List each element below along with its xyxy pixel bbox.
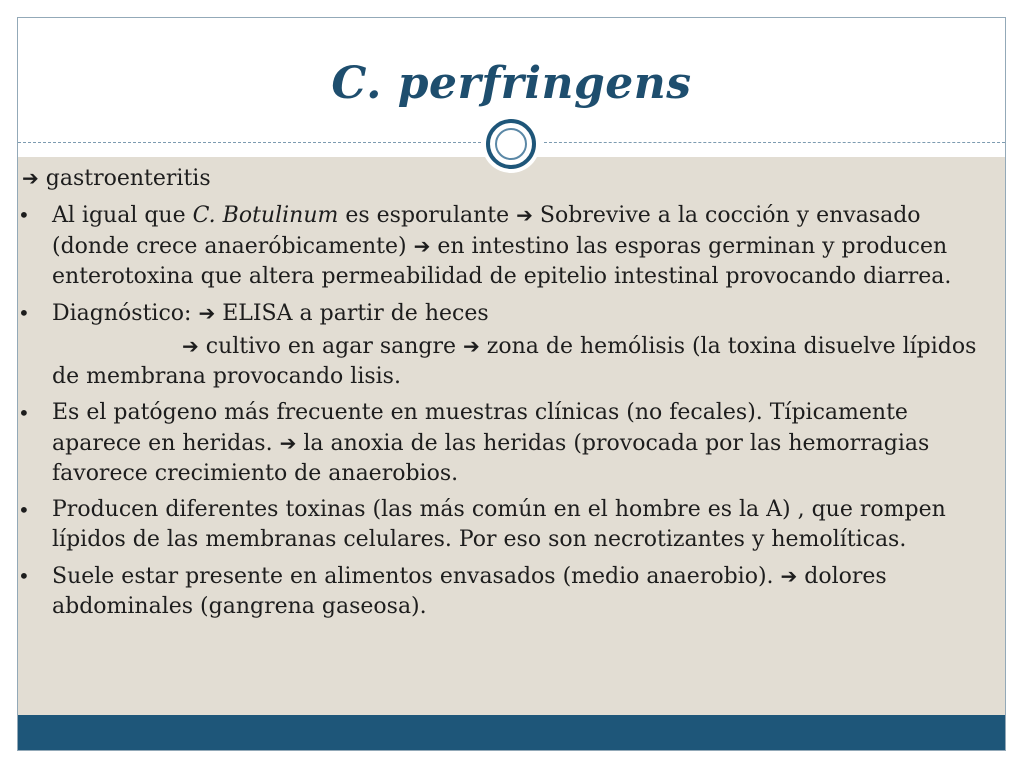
bottom-accent-bar (18, 715, 1005, 750)
bullet-item: • Diagnóstico: ➔ ELISA a partir de heces (12, 298, 982, 329)
slide-title: C. perfringens (331, 58, 692, 109)
title-divider-left (18, 142, 481, 143)
arrow-right-icon: ➔ (22, 166, 39, 190)
bullet-item: • Producen diferentes toxinas (las más común en el hombre es la A) , que rompen lípidos de las membranas celulares. Por eso son necrotizantes y hemolíticas. (12, 495, 982, 555)
title-divider-right (544, 142, 1005, 143)
bullet-continuation: ➔ cultivo en agar sangre ➔ zona de hemólisis (la toxina disuelve lípidos de membrana provocando lisis. (52, 334, 977, 389)
bullet-item: • Es el patógeno más frecuente en muestras clínicas (no fecales). Típicamente aparece en heridas. ➔ la anoxia de las heridas (provocada por las hemorragias favorece crecimiento de anaerobios. (12, 398, 982, 489)
bullet-item: • Al igual que C. Botulinum es esporulante ➔ Sobrevive a la cocción y envasado (donde crece anaeróbicamente) ➔ en intestino las esporas germinan y producen enterotoxina que altera permeabilidad de epitelio intestinal provocando diarrea. (12, 200, 982, 292)
arrow-right-icon: ➔ (182, 334, 199, 358)
intro-line: ➔ gastroenteritis (22, 166, 211, 191)
arrow-right-icon: ➔ (198, 301, 216, 325)
bullet-item: • Suele estar presente en alimentos envasados (medio anaerobio). ➔ dolores abdominales (gangrena gaseosa). (12, 561, 982, 622)
arrow-right-icon: ➔ (279, 431, 297, 455)
arrow-right-icon: ➔ (463, 334, 480, 358)
divider-ring-icon (486, 119, 536, 169)
divider-ring-inner (495, 128, 527, 160)
arrow-right-icon: ➔ (516, 203, 533, 227)
slide-body (12, 163, 982, 628)
arrow-right-icon: ➔ (780, 564, 798, 588)
italic-species: C. Botulinum (192, 203, 339, 228)
arrow-right-icon: ➔ (413, 234, 431, 258)
